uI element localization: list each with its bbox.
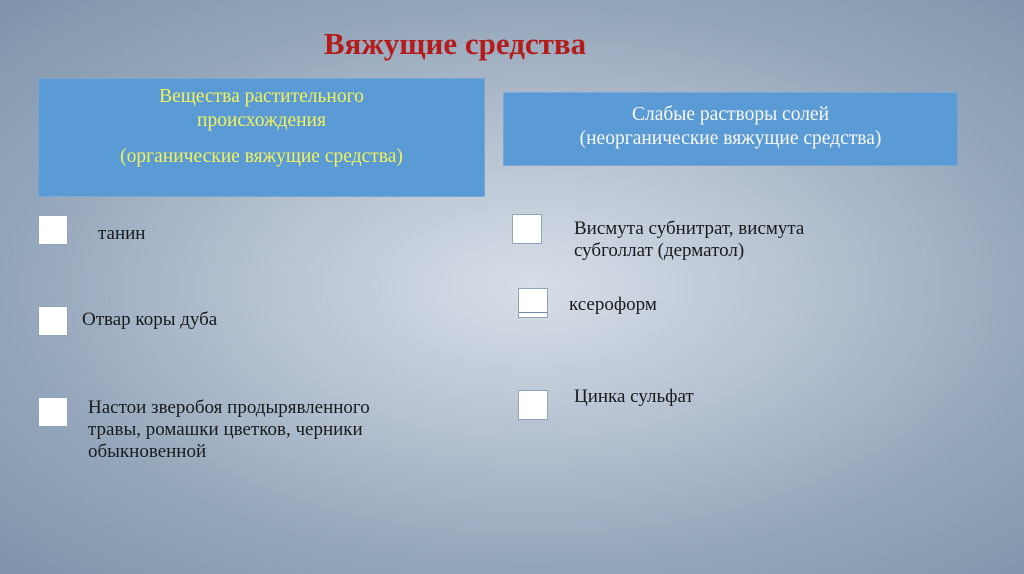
list-item-tannin (98, 223, 145, 245)
list-item-infusions (88, 397, 370, 463)
list-item-zinc-sulfate (574, 386, 694, 408)
item-text-line-1: Висмута субнитрат, висмута (574, 218, 805, 239)
item-text: танин (98, 223, 146, 244)
list-item-bismuth (574, 218, 804, 262)
inorganic-header-line-1: Слабые растворы солей (631, 104, 830, 125)
item-text-line-2: субголлат (дерматол) (574, 240, 745, 261)
organic-header-line-1: Вещества растительного (159, 86, 364, 107)
checkbox-zinc-sulfate[interactable] (518, 390, 548, 420)
item-text: Цинка сульфат (574, 386, 694, 407)
checkbox-infusions[interactable] (38, 397, 68, 427)
item-text-line-1: Настои зверобоя продырявленного (88, 397, 370, 418)
organic-header-line-3: (органические вяжущие средства) (120, 146, 403, 167)
checkbox-xeroform[interactable] (518, 288, 548, 318)
item-text-line-2: травы, ромашки цветков, черники (88, 419, 363, 440)
list-item-xeroform (569, 294, 657, 316)
item-text: Отвар коры дуба (82, 309, 218, 330)
item-text-line-3: обыкновенной (88, 441, 207, 462)
inorganic-header-line-2: (неорганические вяжущие средства) (579, 128, 882, 149)
organic-header-line-2: происхождения (197, 110, 326, 131)
item-text: ксероформ (569, 294, 657, 315)
organic-category-header (38, 78, 485, 197)
inorganic-category-header (503, 92, 958, 166)
slide-title: Вяжущие средства (323, 26, 587, 61)
checkbox-oak-bark[interactable] (38, 306, 68, 336)
checkbox-bismuth[interactable] (512, 214, 542, 244)
checkbox-tannin[interactable] (38, 215, 68, 245)
list-item-oak-bark (82, 309, 217, 331)
